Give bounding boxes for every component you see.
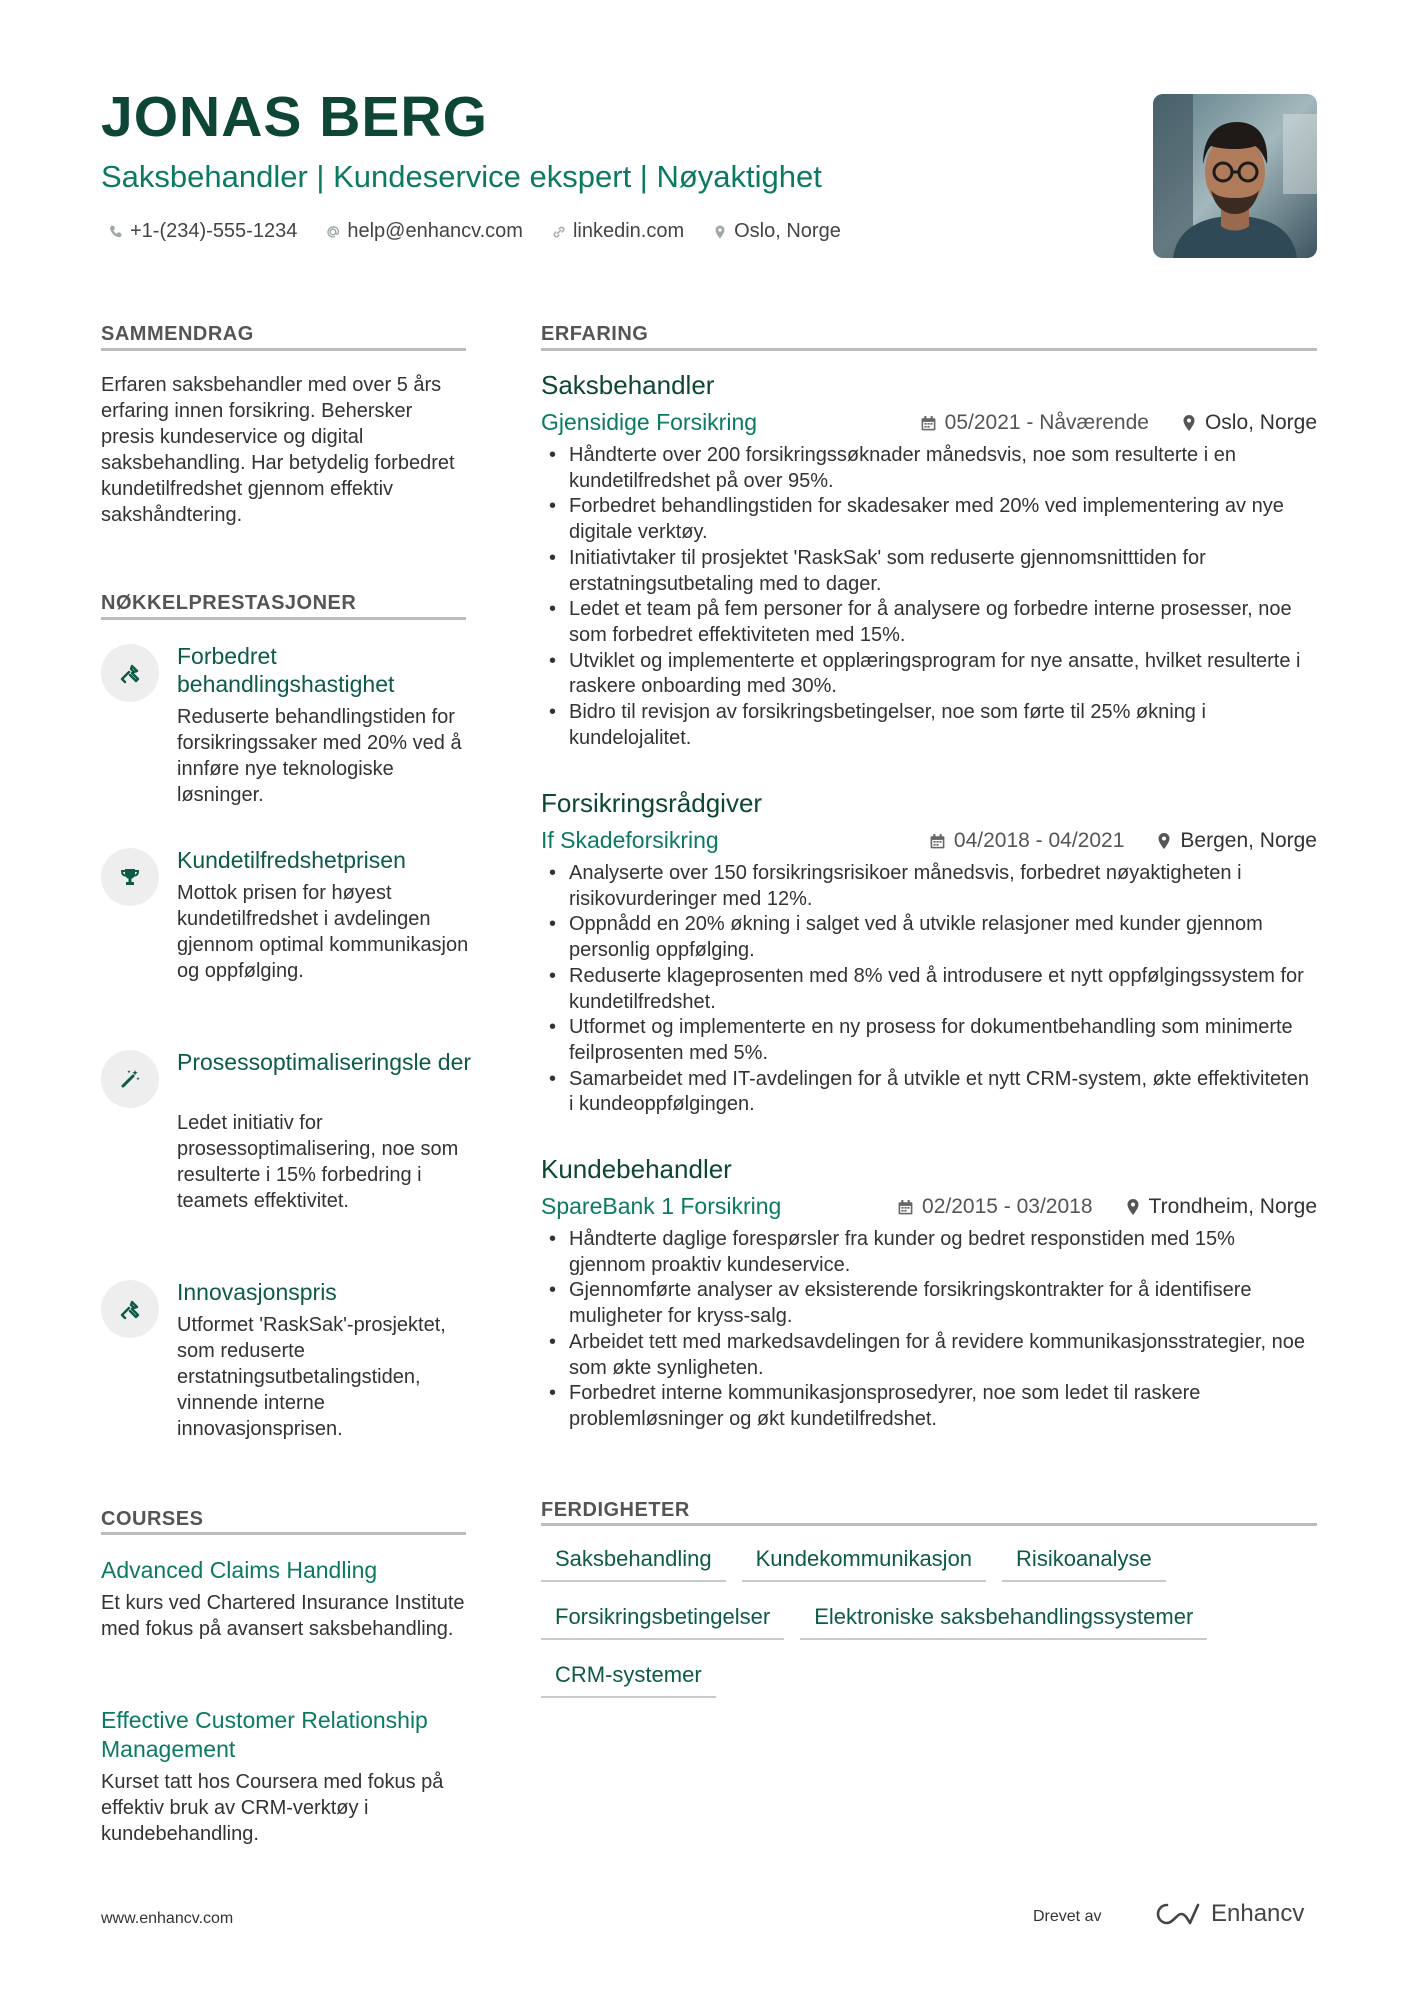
- job-bullets: [545, 1227, 1315, 1433]
- course-title: Advanced Claims Handling: [101, 1557, 378, 1583]
- achievement-title: Prosessoptimaliseringsle der: [177, 1049, 472, 1075]
- job-location: [1125, 1195, 1317, 1219]
- achievement-desc: Reduserte behandlingstiden for forsikringssaker med 20% ved å innføre nye teknologiske løsninger.: [177, 706, 462, 806]
- job-meta: [929, 829, 1317, 853]
- job-bullet: • Initiativtaker til prosjektet 'RaskSak' som reduserte gjennomsnitttiden for erstatningsutbetaling med to dager.: [545, 546, 1315, 597]
- job-bullet: • Arbeidet tett med markedsavdelingen for å revidere kommunikasjonsstrategier, noe som økte synligheten.: [545, 1330, 1315, 1381]
- skill-tag: Forsikringsbetingelser: [541, 1604, 784, 1640]
- contact-linkedin[interactable]: [551, 220, 684, 243]
- job-meta: [897, 1195, 1317, 1219]
- achievement-desc: Utformet 'RaskSak'-prosjektet, som reduserte erstatningsutbetalingstiden, vinnende interne innovasjonsprisen.: [177, 1314, 446, 1440]
- tools-icon: [101, 1280, 159, 1338]
- job-bullet: • Forbedret interne kommunikasjonsprosedyrer, noe som ledet til raskere problemløsninger og økt kundetilfredshet.: [545, 1381, 1315, 1432]
- job-bullet: • Reduserte klageprosenten med 8% ved å introdusere et nytt oppfølgingssystem for kundetilfredshet.: [545, 964, 1315, 1015]
- job-location-text: Trondheim, Norge: [1148, 1195, 1317, 1218]
- achievements-section-title: NØKKELPRESTASJONER: [101, 592, 357, 614]
- achievement-desc: Mottok prisen for høyest kundetilfredshet i avdelingen gjennom optimal kommunikasjon og oppfølging.: [177, 882, 469, 982]
- job-bullet: • Ledet et team på fem personer for å analysere og forbedre interne prosesser, noe som forbedret effektiviteten med 15%.: [545, 597, 1315, 648]
- location-pin-icon: [1156, 832, 1172, 850]
- job-bullets: [545, 861, 1315, 1118]
- calendar-icon: [920, 415, 937, 432]
- experience-divider: [541, 348, 1317, 351]
- contact-location: [712, 220, 841, 243]
- at-icon: [325, 224, 341, 240]
- job-bullet: • Utviklet og implementerte et opplæringsprogram for nye ansatte, hvilket resulterte i raskere onboarding med 30%.: [545, 649, 1315, 700]
- job-dates: [929, 829, 1124, 853]
- phone-icon: [108, 224, 124, 240]
- achievement-title: Forbedret behandlingshastighet: [177, 643, 395, 697]
- location-pin-icon: [1125, 1198, 1141, 1216]
- contact-email-text: help@enhancv.com: [347, 220, 523, 242]
- job-company: Gjensidige Forsikring: [541, 409, 758, 435]
- trophy-icon: [101, 848, 159, 906]
- summary-text: Erfaren saksbehandler med over 5 års erfaring innen forsikring. Behersker presis kundeservice og digital saksbehandling. Har betydelig forbedret kundetilfredshet gjennom effektiv sakshåndtering.: [101, 374, 455, 526]
- profile-photo: [1153, 94, 1317, 258]
- job-bullet: • Håndterte over 200 forsikringssøknader månedsvis, noe som resulterte i en kundetilfredshet på over 95%.: [545, 443, 1315, 494]
- skill-tag: Kundekommunikasjon: [742, 1546, 986, 1582]
- job-dates-text: 02/2015 - 03/2018: [922, 1195, 1093, 1218]
- contact-email[interactable]: [325, 220, 523, 243]
- summary-section-title: SAMMENDRAG: [101, 323, 254, 345]
- job-role: Forsikringsrådgiver: [541, 788, 763, 818]
- achievement-desc: Ledet initiativ for prosessoptimalisering, noe som resulterte i 15% forbedring i teamets effektivitet.: [177, 1112, 459, 1212]
- powered-by-label: Drevet av: [1033, 1908, 1102, 1925]
- skill-tag: Saksbehandling: [541, 1546, 726, 1582]
- skill-tag: CRM-systemer: [541, 1662, 716, 1698]
- job-dates-text: 05/2021 - Nåværende: [944, 411, 1149, 434]
- courses-divider: [101, 1532, 466, 1535]
- course-title: Effective Customer Relationship Management: [101, 1707, 428, 1762]
- courses-section-title: COURSES: [101, 1508, 204, 1530]
- skill-tag: Elektroniske saksbehandlingssystemer: [800, 1604, 1207, 1640]
- job-bullet: • Utformet og implementerte en ny prosess for dokumentbehandling som minimerte feilprosenten med 5%.: [545, 1015, 1315, 1066]
- job-dates: [897, 1195, 1092, 1219]
- contact-phone: [108, 220, 297, 243]
- location-pin-icon: [1181, 414, 1197, 432]
- job-bullet: • Analyserte over 150 forsikringsrisikoer månedsvis, forbedret nøyaktigheten i risikovurderinger med 12%.: [545, 861, 1315, 912]
- enhancv-logo-text: Enhancv: [1211, 1900, 1305, 1927]
- contact-location-text: Oslo, Norge: [734, 220, 841, 242]
- job-company: If Skadeforsikring: [541, 827, 719, 853]
- job-bullet: • Gjennomførte analyser av eksisterende forsikringskontrakter for å identifisere muligheter for kryss-salg.: [545, 1278, 1315, 1329]
- job-bullets: [545, 443, 1315, 751]
- course-desc: Et kurs ved Chartered Insurance Institute med fokus på avansert saksbehandling.: [101, 1592, 465, 1640]
- job-company: SpareBank 1 Forsikring: [541, 1193, 782, 1219]
- job-location-text: Oslo, Norge: [1204, 411, 1317, 434]
- achievements-divider: [101, 617, 466, 620]
- enhancv-logo[interactable]: [1153, 1900, 1304, 1928]
- job-role: Kundebehandler: [541, 1154, 732, 1184]
- job-bullet: • Oppnådd en 20% økning i salget ved å utvikle relasjoner med kunder gjennom personlig oppfølging.: [545, 912, 1315, 963]
- achievement-title: Innovasjonspris: [177, 1279, 337, 1305]
- enhancv-logo-icon: [1153, 1901, 1201, 1927]
- job-location-text: Bergen, Norge: [1180, 829, 1317, 852]
- candidate-tagline: Saksbehandler | Kundeservice ekspert | Nøyaktighet: [101, 159, 822, 194]
- skills-list: [541, 1546, 1331, 1698]
- calendar-icon: [897, 1199, 914, 1216]
- calendar-icon: [929, 833, 946, 850]
- job-dates: [920, 411, 1149, 435]
- contact-bar: [108, 220, 841, 243]
- experience-section-title: ERFARING: [541, 323, 649, 345]
- job-bullet: • Forbedret behandlingstiden for skadesaker med 20% ved implementering av nye digitale verktøy.: [545, 494, 1315, 545]
- footer-url[interactable]: www.enhancv.com: [101, 1910, 234, 1927]
- summary-divider: [101, 348, 466, 351]
- link-icon: [551, 224, 567, 240]
- job-dates-text: 04/2018 - 04/2021: [953, 829, 1125, 852]
- achievement-title: Kundetilfredshetprisen: [177, 847, 406, 873]
- location-pin-icon: [712, 224, 728, 240]
- contact-phone-text: +1-(234)-555-1234: [130, 220, 298, 242]
- job-location: [1156, 829, 1317, 853]
- course-desc: Kurset tatt hos Coursera med fokus på effektiv bruk av CRM-verktøy i kundebehandling.: [101, 1771, 444, 1845]
- tools-icon: [101, 644, 159, 702]
- candidate-name: JONAS BERG: [101, 85, 488, 149]
- job-bullet: • Bidro til revisjon av forsikringsbetingelser, noe som førte til 25% økning i kundelojalitet.: [545, 700, 1315, 751]
- skill-tag: Risikoanalyse: [1002, 1546, 1166, 1582]
- contact-linkedin-text: linkedin.com: [572, 220, 685, 242]
- job-bullet: • Samarbeidet med IT-avdelingen for å utvikle et nytt CRM-system, økte effektiviteten i kundeoppfølgingen.: [545, 1067, 1315, 1118]
- magic-wand-icon: [101, 1050, 159, 1108]
- job-location: [1181, 411, 1317, 435]
- skills-divider: [541, 1523, 1317, 1526]
- skills-section-title: FERDIGHETER: [541, 1499, 690, 1521]
- job-meta: [920, 411, 1317, 435]
- job-role: Saksbehandler: [541, 370, 715, 400]
- job-bullet: • Håndterte daglige forespørsler fra kunder og bedret responstiden med 15% gjennom proaktiv kundeservice.: [545, 1227, 1315, 1278]
